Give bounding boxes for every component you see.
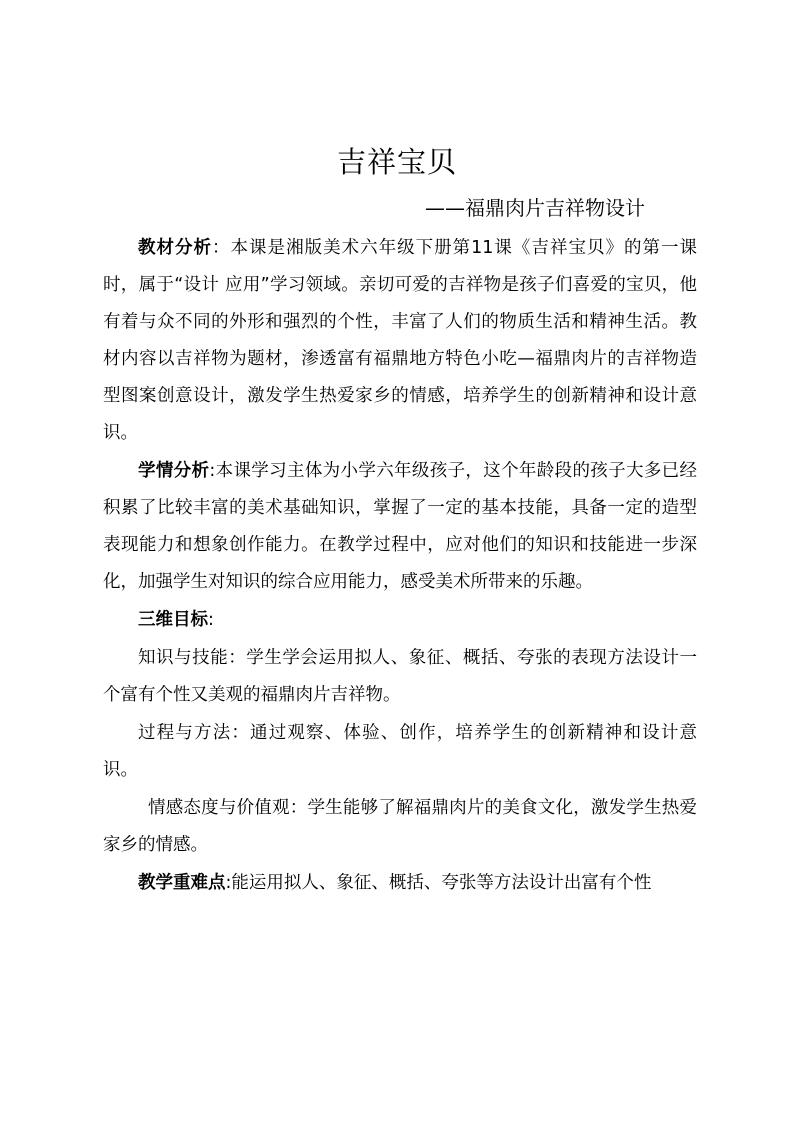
- section-separator: ：: [212, 238, 231, 258]
- section-label: 三维目标: [138, 610, 208, 630]
- document-title: 吉祥宝贝: [336, 145, 457, 179]
- goal-emotion-values: 情感态度与价值观：学生能够了解福鼎肉片的美食文化，激发学生热爱家乡的情感。: [103, 798, 697, 855]
- document-subtitle: ——福鼎肉片吉祥物设计: [425, 196, 645, 220]
- section-three-goals: [103, 602, 697, 639]
- section-key-points: [103, 865, 697, 902]
- goal-knowledge-skills: 知识与技能：学生学会运用拟人、象征、概括、夸张的表现方法设计一个富有个性又美观的福鼎肉片吉祥物。: [103, 648, 697, 705]
- document-body: [103, 230, 697, 903]
- section-separator: :: [225, 873, 232, 893]
- section-text: 本课学习主体为小学六年级孩子，这个年龄段的孩子大多已经积累了比较丰富的美术基础知识，掌握了一定的基本技能，具备一定的造型表现能力和想象创作能力。在教学过程中，应对他们的知识和技能进一步深化，加强学生对知识的综合应用能力，感受美术所带来的乐趣。: [103, 461, 698, 592]
- section-label: 学情分析: [138, 461, 210, 481]
- section-student-analysis: [103, 453, 697, 601]
- section-label: 教材分析: [138, 238, 213, 258]
- section-separator: :: [209, 461, 216, 481]
- section-textbook-analysis: [103, 230, 697, 452]
- section-text: 能运用拟人、象征、概括、夸张等方法设计出富有个性: [231, 873, 652, 893]
- section-label: 教学重难点: [138, 873, 226, 893]
- section-separator: :: [208, 610, 214, 630]
- section-text: 本课是湘版美术六年级下册第11课《吉祥宝贝》的第一课时，属于“设计 应用”学习领域。亲切可爱的吉祥物是孩子们喜爱的宝贝，他有着与众不同的外形和强烈的个性，丰富了人们的物质生活和精神生活。教材内容以吉祥物为题材，渗透富有福鼎地方特色小吃—福鼎肉片的吉祥物造型图案创意设计，激发学生热爱家乡的情感，培养学生的创新精神和设计意识。: [103, 238, 697, 443]
- goal-process-methods: 过程与方法：通过观察、体验、创作，培养学生的创新精神和设计意识。: [103, 723, 697, 780]
